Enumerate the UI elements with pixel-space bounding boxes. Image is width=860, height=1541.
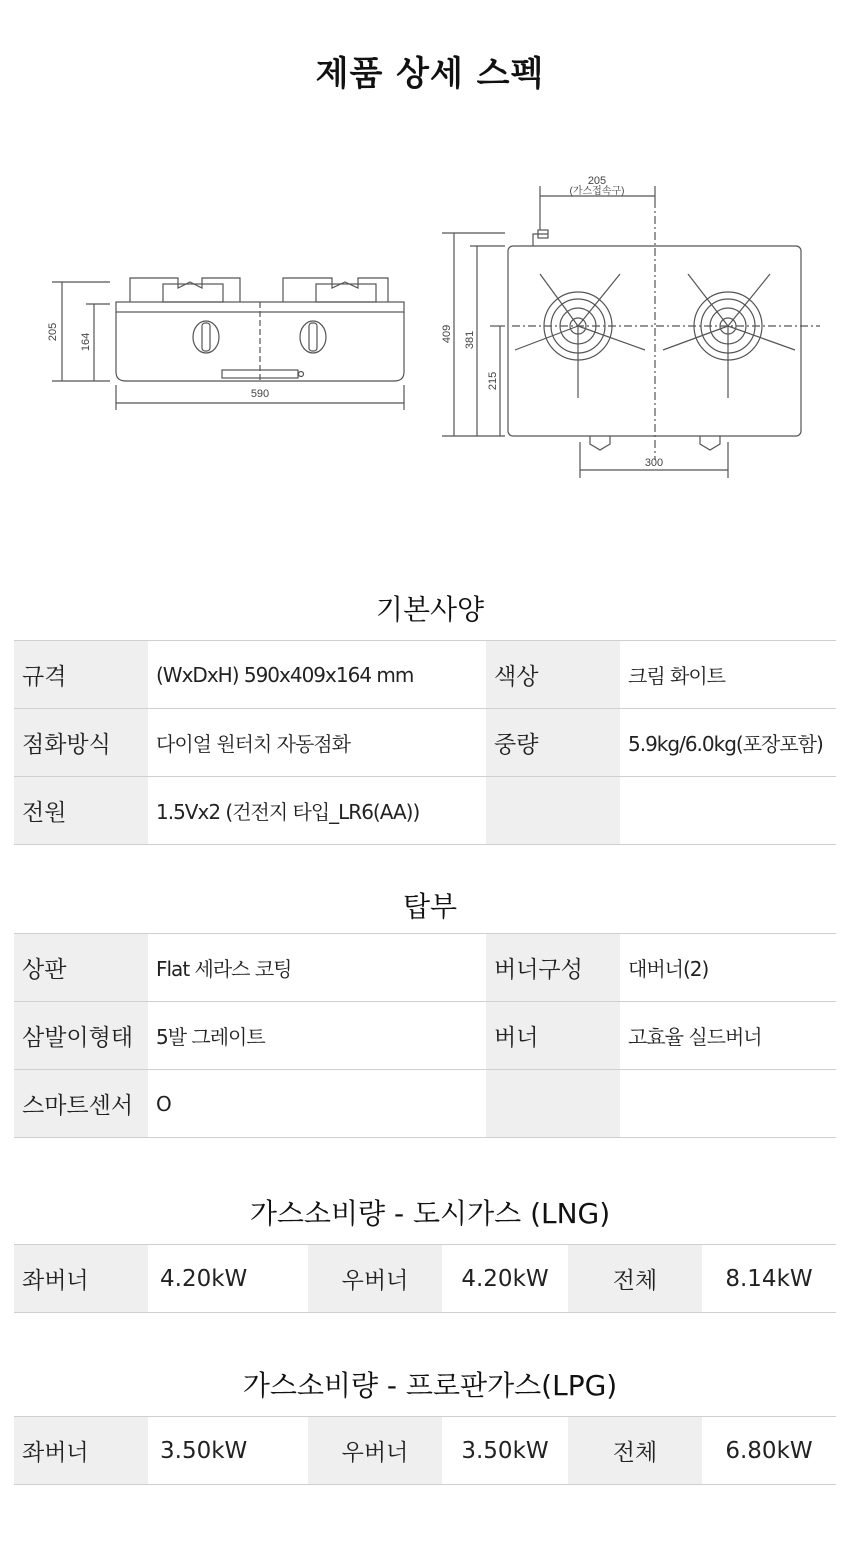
spec-label: 규격 <box>14 641 148 709</box>
gas-inlet-label: (가스접속구) <box>569 186 625 197</box>
table-row <box>14 641 836 709</box>
burner-offset-label: 215 <box>487 371 499 391</box>
left-burner-value: 4.20kW <box>148 1245 308 1313</box>
right-burner-label: 우버너 <box>308 1245 442 1313</box>
spec-label: 전원 <box>14 777 148 845</box>
total-label: 전체 <box>568 1417 702 1485</box>
spec-value: O <box>148 1070 486 1138</box>
spec-label: 삼발이형태 <box>14 1002 148 1070</box>
spec-value: 크림 화이트 <box>620 641 836 709</box>
dimension-drawings <box>0 160 860 490</box>
lng-consumption-table <box>14 1244 836 1313</box>
table-row <box>14 934 836 1002</box>
dimension-drawing-svg <box>0 160 860 490</box>
top-spec-table <box>14 933 836 1138</box>
spec-value: 대버너(2) <box>620 934 836 1002</box>
table-row <box>14 709 836 777</box>
front-width-label: 590 <box>250 388 270 400</box>
spec-value: 1.5Vx2 (건전지 타입_LR6(AA)) <box>148 777 486 845</box>
section-title-basic: 기본사양 <box>375 593 485 626</box>
right-burner-label: 우버너 <box>308 1417 442 1485</box>
spec-value: 고효율 실드버너 <box>620 1002 836 1070</box>
front-height-label: 205 <box>47 322 59 342</box>
front-view-drawing <box>52 278 404 410</box>
spec-label: 버너 <box>486 1002 620 1070</box>
total-value: 8.14kW <box>702 1245 836 1313</box>
front-body-height-label: 164 <box>80 332 92 352</box>
top-depth-inner-label: 381 <box>464 330 476 350</box>
spec-label: 중량 <box>486 709 620 777</box>
spec-label <box>486 1070 620 1138</box>
table-row <box>14 777 836 845</box>
spec-value: (WxDxH) 590x409x164 mm <box>148 641 486 709</box>
section-title-lng: 가스소비량 - 도시가스 (LNG) <box>249 1197 611 1230</box>
total-label: 전체 <box>568 1245 702 1313</box>
right-burner-value: 3.50kW <box>442 1417 568 1485</box>
spec-value <box>620 777 836 845</box>
spec-label: 색상 <box>486 641 620 709</box>
spec-value: 다이얼 원터치 자동점화 <box>148 709 486 777</box>
lpg-consumption-table <box>14 1416 836 1485</box>
spec-label: 스마트센서 <box>14 1070 148 1138</box>
page-title: 제품 상세 스펙 <box>315 54 545 94</box>
spec-label <box>486 777 620 845</box>
basic-spec-table <box>14 640 836 845</box>
table-row <box>14 1070 836 1138</box>
spec-value <box>620 1070 836 1138</box>
spec-label: 상판 <box>14 934 148 1002</box>
section-title-lpg: 가스소비량 - 프로판가스(LPG) <box>242 1369 618 1402</box>
table-row <box>14 1245 836 1313</box>
spec-value: 5발 그레이트 <box>148 1002 486 1070</box>
section-title-top: 탑부 <box>402 890 458 923</box>
gas-inlet-offset-label: 205 <box>587 175 607 187</box>
table-row <box>14 1417 836 1485</box>
left-burner-value: 3.50kW <box>148 1417 308 1485</box>
right-burner-value: 4.20kW <box>442 1245 568 1313</box>
burner-spacing-label: 300 <box>644 457 664 469</box>
top-depth-label: 409 <box>441 324 453 344</box>
spec-label: 점화방식 <box>14 709 148 777</box>
spec-value: 5.9kg/6.0kg(포장포함) <box>620 709 836 777</box>
total-value: 6.80kW <box>702 1417 836 1485</box>
spec-value: Flat 세라스 코팅 <box>148 934 486 1002</box>
left-burner-label: 좌버너 <box>14 1417 148 1485</box>
spec-label: 버너구성 <box>486 934 620 1002</box>
top-view-drawing <box>442 186 820 478</box>
table-row <box>14 1002 836 1070</box>
left-burner-label: 좌버너 <box>14 1245 148 1313</box>
